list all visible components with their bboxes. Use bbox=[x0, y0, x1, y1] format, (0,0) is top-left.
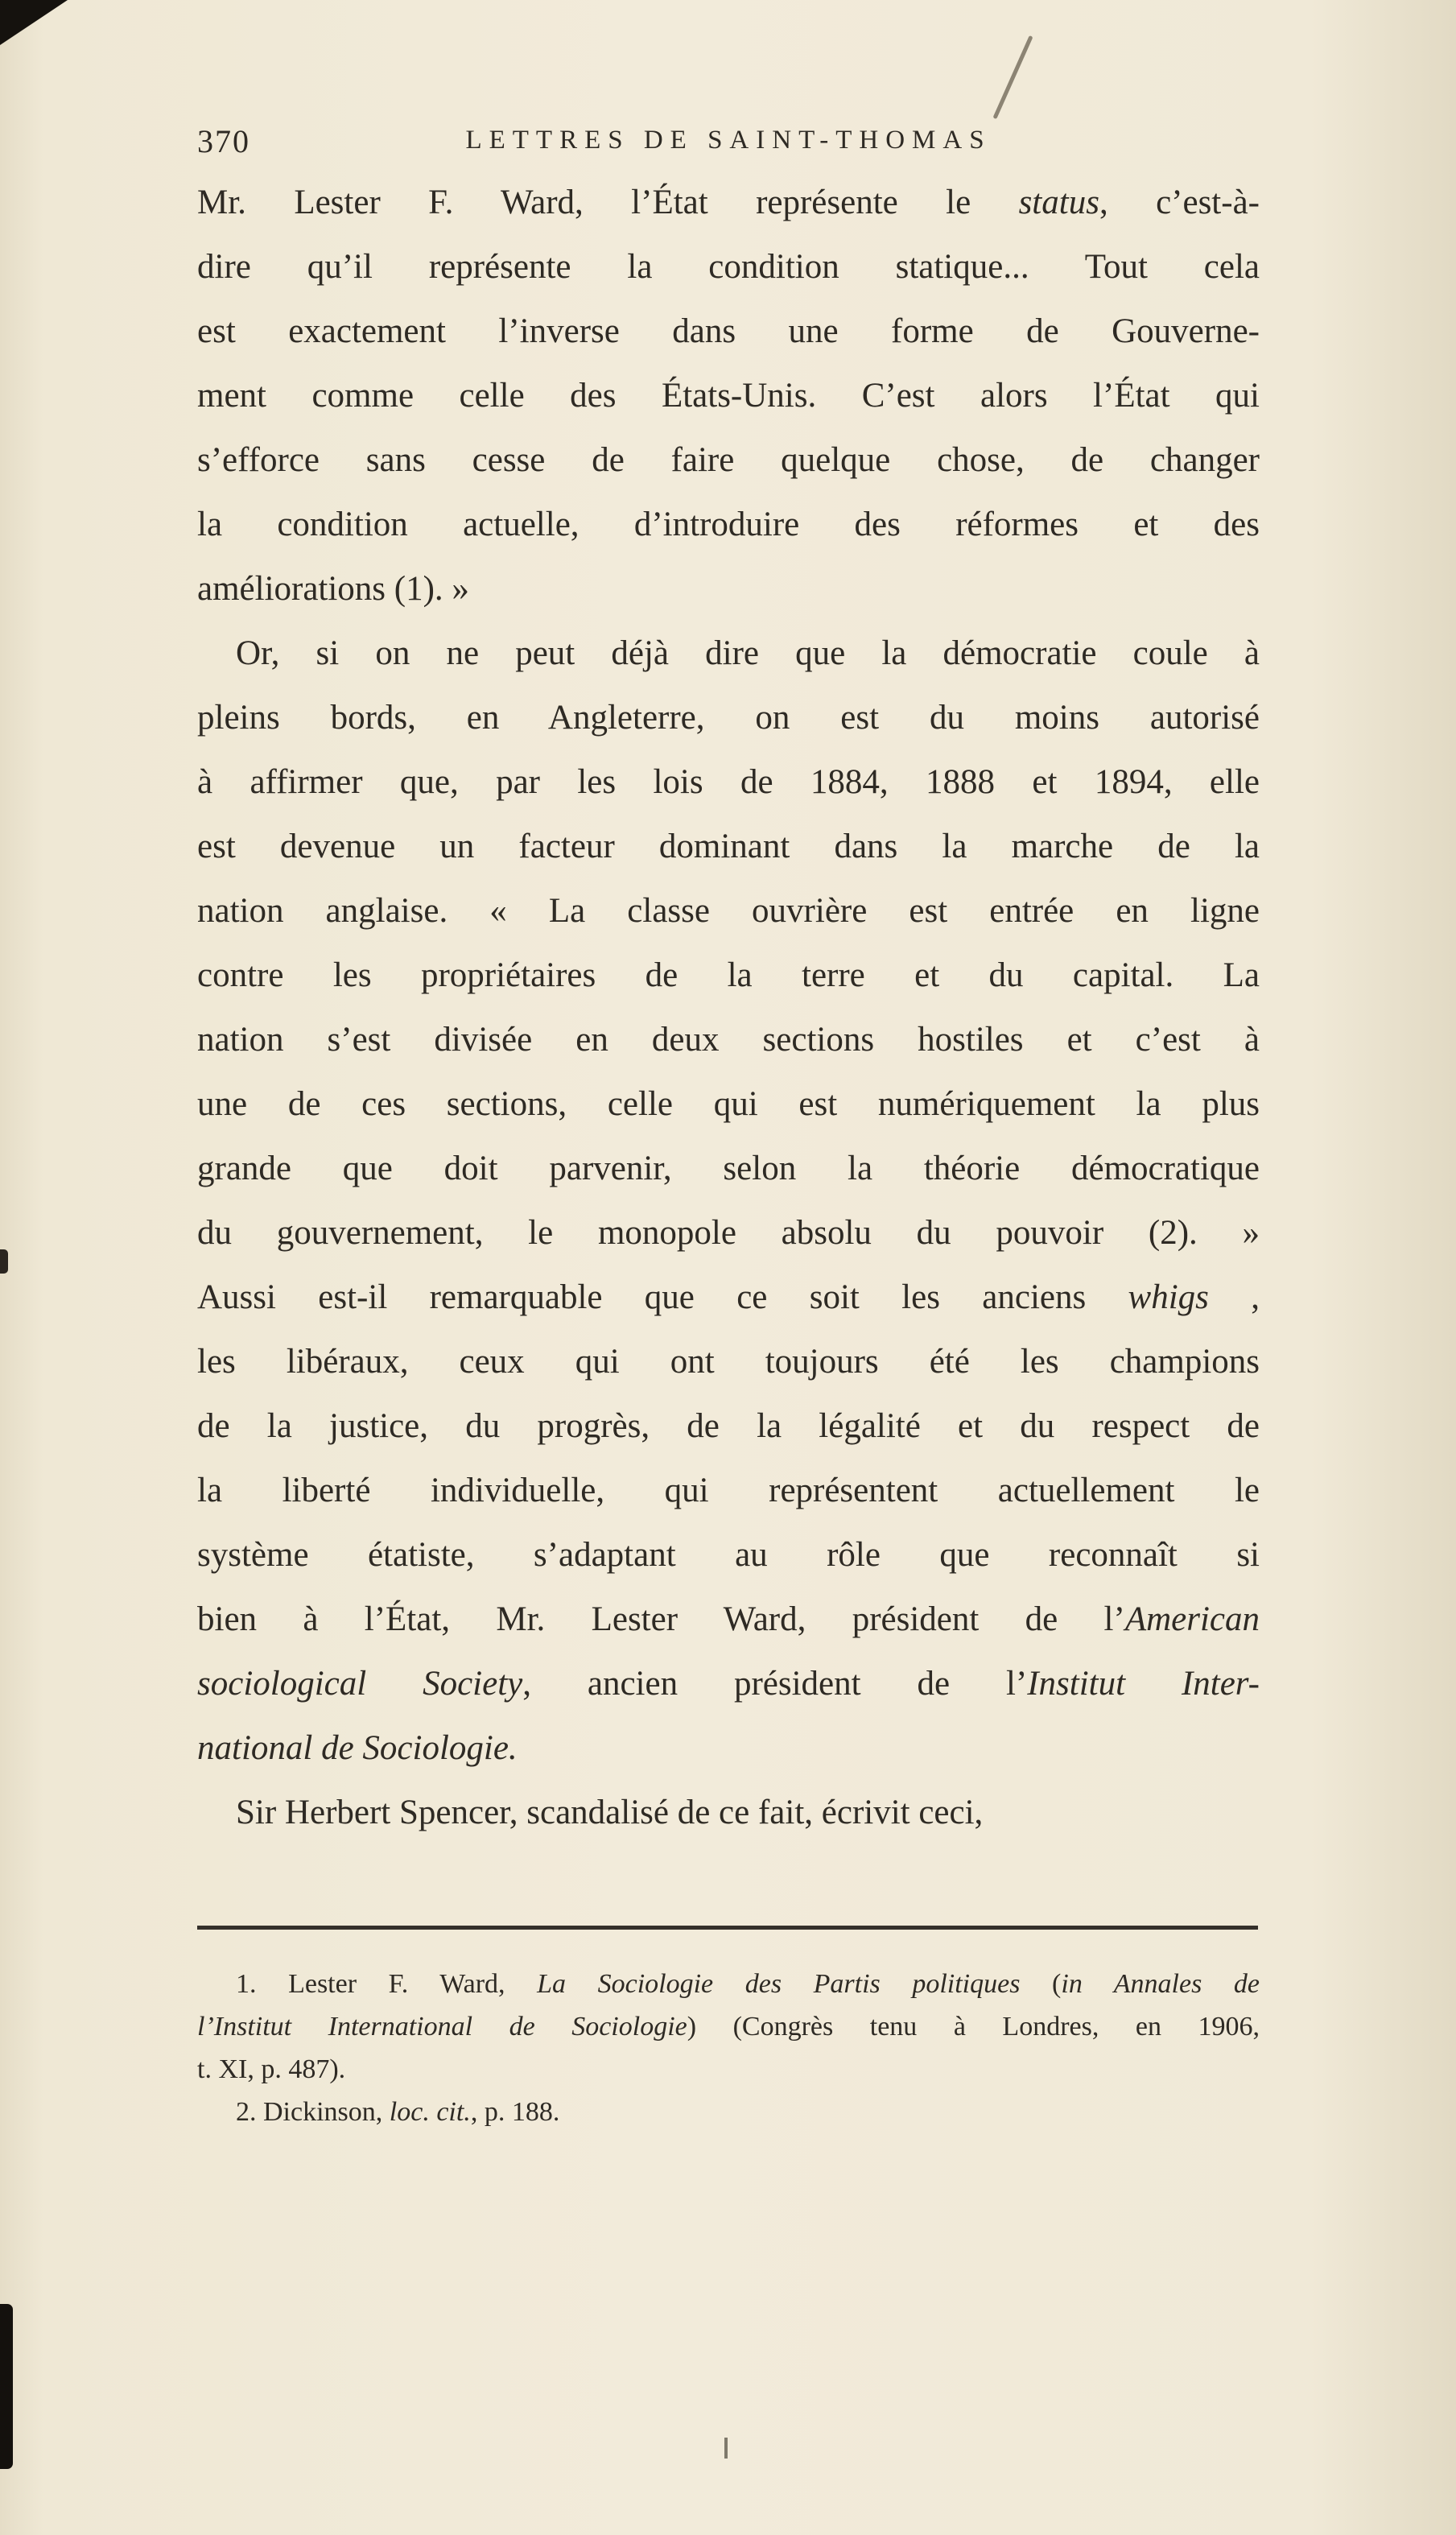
body-text-line bbox=[197, 879, 1260, 943]
scan-edge-shadow-strip bbox=[0, 2304, 13, 2469]
italic-text-run: whigs bbox=[1128, 1278, 1209, 1316]
italic-text-run: l’Institut International de Sociologie bbox=[197, 2012, 687, 2042]
scan-ink-corner-mark bbox=[0, 0, 68, 45]
body-text-line bbox=[197, 1459, 1260, 1523]
text-run: est devenue un facteur dominant dans la marche de la bbox=[197, 828, 1260, 865]
scan-bottom-tick bbox=[724, 2438, 728, 2459]
running-title: LETTRES DE SAINT-THOMAS bbox=[465, 126, 992, 155]
body-text-line bbox=[197, 1008, 1260, 1072]
italic-text-run: Institut Inter- bbox=[1027, 1665, 1260, 1703]
text-run: 1. Lester F. Ward, bbox=[236, 1969, 538, 1999]
body-text-line bbox=[197, 1072, 1260, 1137]
body-text-paragraph bbox=[197, 1781, 1260, 1845]
body-text-line bbox=[197, 171, 1260, 235]
italic-text-run: American bbox=[1124, 1600, 1260, 1638]
footnote-line bbox=[197, 2091, 1260, 2133]
italic-text-run: La Sociologie des Partis politiques bbox=[537, 1969, 1021, 1999]
body-text-line bbox=[197, 235, 1260, 299]
page-header bbox=[197, 119, 1260, 164]
body-text-line bbox=[197, 750, 1260, 815]
scan-edge-speck bbox=[0, 1249, 8, 1274]
body-text-paragraph bbox=[197, 171, 1260, 621]
text-run: , bbox=[1208, 1278, 1260, 1316]
footnote-paragraph bbox=[197, 1963, 1260, 2091]
page-number: 370 bbox=[197, 123, 250, 159]
body-text-line bbox=[197, 686, 1260, 750]
italic-text-run: status bbox=[1018, 184, 1099, 221]
text-run: une de ces sections, celle qui est numériquement la plus bbox=[197, 1085, 1260, 1123]
italic-text-run: in Annales de bbox=[1061, 1969, 1260, 1999]
text-run: Or, si on ne peut déjà dire que la démocratie coule à bbox=[236, 634, 1260, 672]
body-text-line bbox=[197, 1652, 1260, 1716]
body-text-line bbox=[197, 1330, 1260, 1394]
body-text-line bbox=[197, 1201, 1260, 1265]
text-run: nation s’est divisée en deux sections hostiles et c’est à bbox=[197, 1021, 1260, 1059]
text-run: , p. 188. bbox=[470, 2097, 560, 2127]
body-text-line bbox=[197, 1394, 1260, 1459]
footnotes bbox=[197, 1963, 1260, 2133]
text-run: ment comme celle des États-Unis. C’est alors l’État qui bbox=[197, 377, 1260, 415]
text-run: , c’est-à- bbox=[1099, 184, 1260, 221]
italic-text-run: national de Sociologie. bbox=[197, 1729, 518, 1767]
text-run: t. XI, p. 487). bbox=[197, 2054, 346, 2084]
body-text-line bbox=[197, 621, 1260, 686]
footnote-line bbox=[197, 2048, 1260, 2091]
text-run: Sir Herbert Spencer, scandalisé de ce fait, écrivit ceci, bbox=[236, 1794, 984, 1831]
body-text-line bbox=[197, 1587, 1260, 1652]
body-text-line bbox=[197, 943, 1260, 1008]
text-run: bien à l’État, Mr. Lester Ward, président de l’ bbox=[197, 1600, 1125, 1638]
text-run: la condition actuelle, d’introduire des réformes et des bbox=[197, 506, 1260, 543]
text-run: nation anglaise. « La classe ouvrière est entrée en ligne bbox=[197, 892, 1260, 930]
italic-text-run: sociological Society bbox=[197, 1665, 523, 1703]
body-text-line bbox=[197, 1137, 1260, 1201]
footnote-line bbox=[197, 1963, 1260, 2005]
body-text-paragraph bbox=[197, 621, 1260, 1781]
footnote-line bbox=[197, 2005, 1260, 2048]
text-run: à affirmer que, par les lois de 1884, 1888 et 1894, elle bbox=[197, 763, 1260, 801]
italic-text-run: loc. cit. bbox=[389, 2097, 471, 2127]
text-run: , ancien président de l’ bbox=[522, 1665, 1028, 1703]
body-text-line bbox=[197, 299, 1260, 364]
text-run: les libéraux, ceux qui ont toujours été les champions bbox=[197, 1343, 1260, 1381]
body-text-line bbox=[197, 428, 1260, 493]
text-run: ( bbox=[1020, 1969, 1062, 1999]
text-run: Mr. Lester F. Ward, l’État représente le bbox=[197, 184, 1019, 221]
text-run: contre les propriétaires de la terre et du capital. La bbox=[197, 956, 1260, 994]
text-block bbox=[197, 171, 1260, 1845]
body-text-line bbox=[197, 1523, 1260, 1587]
body-text-line bbox=[197, 815, 1260, 879]
text-run: du gouvernement, le monopole absolu du pouvoir (2). » bbox=[197, 1214, 1260, 1252]
text-run: pleins bords, en Angleterre, on est du moins autorisé bbox=[197, 699, 1260, 737]
text-run: système étatiste, s’adaptant au rôle que reconnaît si bbox=[197, 1536, 1260, 1574]
body-text-line bbox=[197, 1716, 1260, 1781]
body-text-line bbox=[197, 1781, 1260, 1845]
text-run: ) (Congrès tenu à Londres, en 1906, bbox=[687, 2012, 1260, 2042]
text-run: est exactement l’inverse dans une forme de Gouverne- bbox=[197, 312, 1260, 350]
body-text-line bbox=[197, 364, 1260, 428]
text-run: la liberté individuelle, qui représentent actuellement le bbox=[197, 1472, 1260, 1509]
text-run: de la justice, du progrès, de la légalité et du respect de bbox=[197, 1407, 1260, 1445]
body-text-line bbox=[197, 493, 1260, 557]
text-run: dire qu’il représente la condition statique... Tout cela bbox=[197, 248, 1260, 286]
text-run: améliorations (1). » bbox=[197, 570, 469, 608]
scan-pen-slash-mark bbox=[992, 35, 1033, 119]
body-text-line bbox=[197, 1265, 1260, 1330]
footnote-paragraph bbox=[197, 2091, 1260, 2133]
text-run: grande que doit parvenir, selon la théorie démocratique bbox=[197, 1150, 1260, 1187]
body-text-line bbox=[197, 557, 1260, 621]
text-run: 2. Dickinson, bbox=[236, 2097, 390, 2127]
text-run: s’efforce sans cesse de faire quelque chose, de changer bbox=[197, 441, 1260, 479]
text-run: Aussi est-il remarquable que ce soit les anciens bbox=[197, 1278, 1128, 1316]
footnote-rule bbox=[197, 1926, 1258, 1930]
